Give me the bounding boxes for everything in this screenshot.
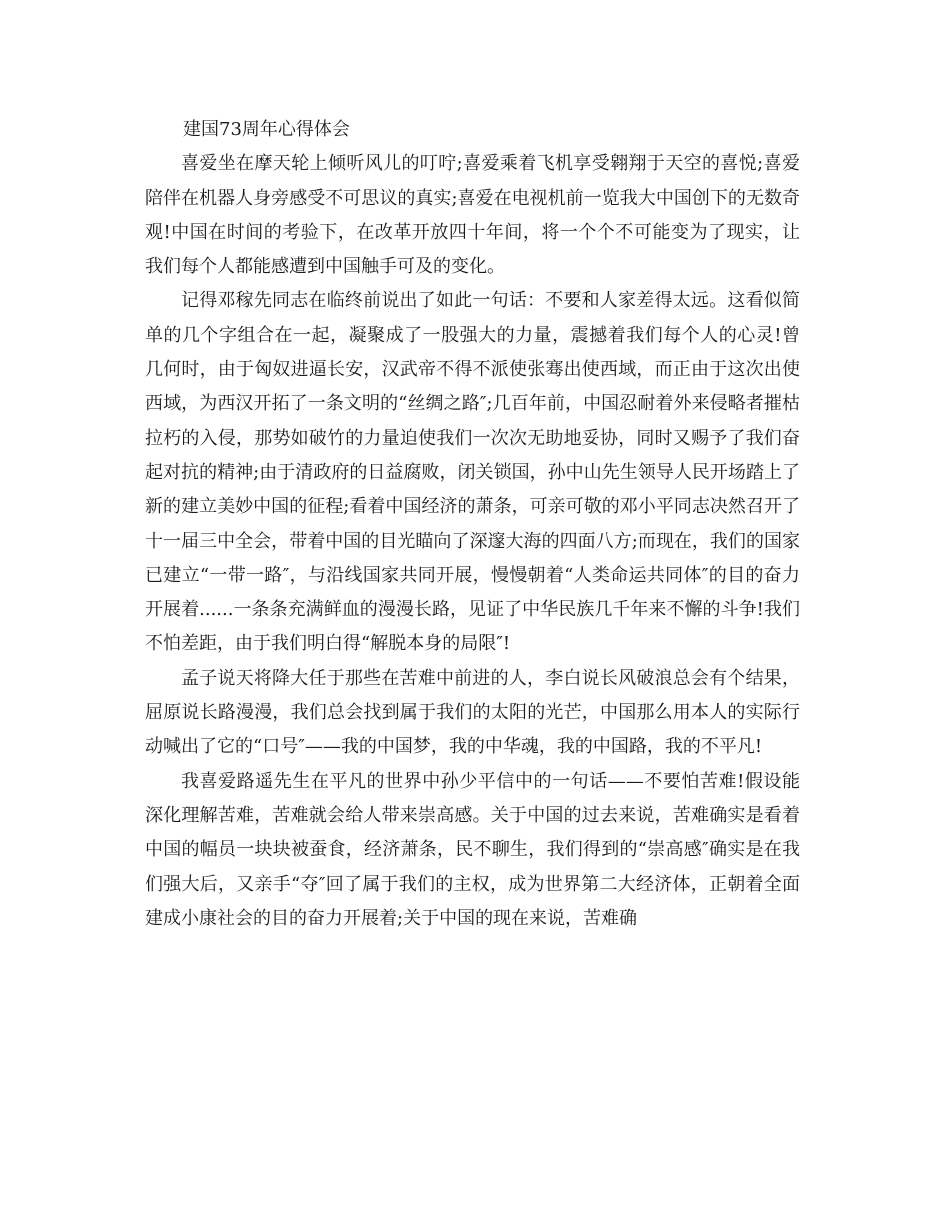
paragraph-4: 我喜爱路遥先生在平凡的世界中孙少平信中的一句话——不要怕苦难!假设能深化理解苦难，苦难就会给人带来崇高感。关于中国的过去来说，苦难确实是看着中国的幅员一块块被蚕食，经济萧条，民不聊生，我们得到的“崇高感″确实是在我们强大后，又亲手“夺″回了属于我们的主权，成为世界第二大经济体，正朝着全面建成小康社会的目的奋力开展着;关于中国的现在来说，苦难确 xyxy=(145,770,800,929)
document-title: 建国73周年心得体会 xyxy=(183,119,350,140)
paragraph-1: 喜爱坐在摩天轮上倾听风儿的叮咛;喜爱乘着飞机享受翱翔于天空的喜悦;喜爱陪伴在机器人身旁感受不可思议的真实;喜爱在电视机前一览我大中国创下的无数奇观!中国在时间的考验下，在改革开放四十年间，将一个个不可能变为了现实，让我们每个人都能感遭到中国触手可及的变化。 xyxy=(145,153,800,278)
paragraph-2: 记得邓稼先同志在临终前说出了如此一句话：不要和人家差得太远。这看似简单的几个字组合在一起，凝聚成了一股强大的力量，震撼着我们每个人的心灵!曾几何时，由于匈奴进逼长安，汉武帝不得不派使张骞出使西域，而正由于这次出使西域，为西汉开拓了一条文明的“丝绸之路″;几百年前，中国忍耐着外来侵略者摧枯拉朽的入侵，那势如破竹的力量迫使我们一次次无助地妥协，同时又赐予了我们奋起对抗的精神;由于清政府的日益腐败，闭关锁国，孙中山先生领导人民开场踏上了新的建立美妙中国的征程;看着中国经济的萧条，可亲可敬的邓小平同志决然召开了十一届三中全会，带着中国的目光瞄向了深邃大海的四面八方;而现在，我们的国家已建立“一带一路″，与沿线国家共同开展，慢慢朝着“人类命运共同体″的目的奋力开展着......一条条充满鲜血的漫漫长路，见证了中华民族几千年来不懈的斗争!我们不怕差距，由于我们明白得“解脱本身的局限″! xyxy=(145,290,800,655)
document-body xyxy=(145,113,800,936)
paragraph-3: 孟子说天将降大任于那些在苦难中前进的人，李白说长风破浪总会有个结果，屈原说长路漫漫，我们总会找到属于我们的太阳的光芒，中国那么用本人的实际行动喊出了它的“口号″——我的中国梦，我的中华魂，我的中国路，我的不平凡! xyxy=(145,667,800,758)
